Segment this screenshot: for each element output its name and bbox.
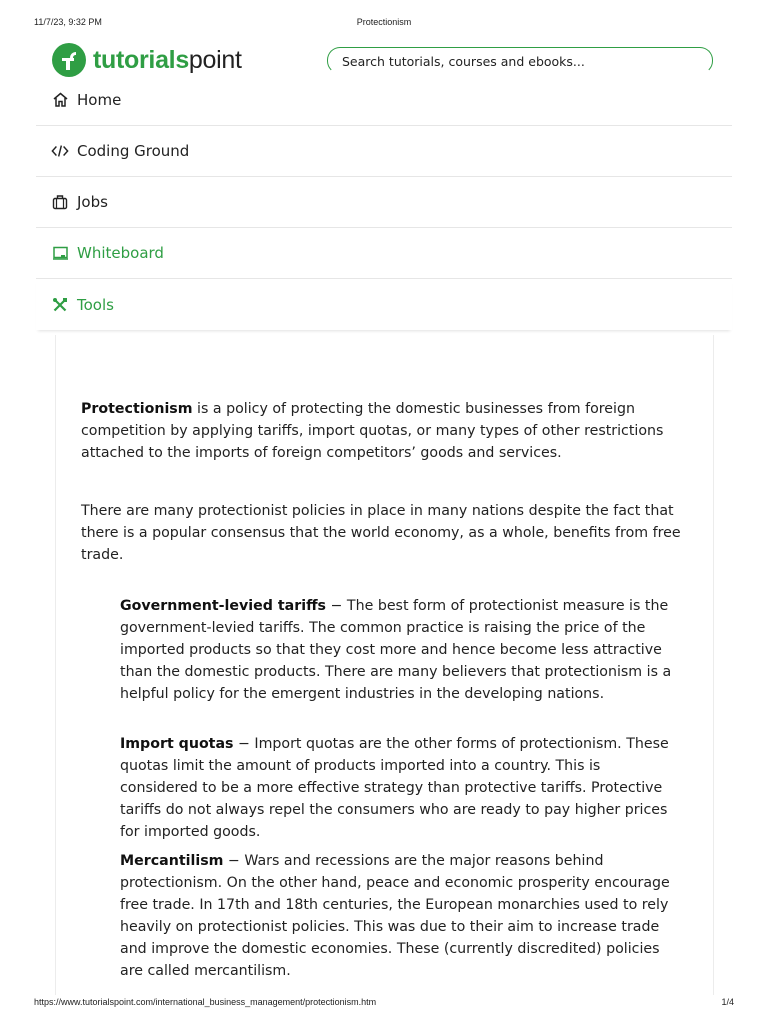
whiteboard-icon [51,244,69,262]
list-item [120,850,680,982]
brand-name-part2: point [188,45,242,74]
nav-item-whiteboard[interactable] [36,228,732,279]
nav-label-tools: Tools [77,295,114,314]
search-placeholder: Search tutorials, courses and ebooks... [342,54,585,69]
list-item-text: − Import quotas are the other forms of protectionism. These quotas limit the amount of products imported into a country. This is considered to be a more effective strategy than protective tariffs. Protective tariffs do not always repel the consumers who are ready to pay higher prices for imported goods. [120,736,669,840]
nav-item-tools[interactable] [36,279,732,330]
intro-term: Protectionism [81,401,193,417]
logo-mark-icon [52,43,86,77]
nav-label-coding-ground: Coding Ground [77,142,190,160]
list-item-text: − Wars and recessions are the major reasons behind protectionism. On the other hand, peace and economic prosperity encourage free trade. In 17th and 18th centuries, the European monarchies used to rely heavily on protectionist policies. This was due to their aim to increase trade and improve the domestic economies. These (currently discredited) policies are called mercantilism. [120,853,670,979]
nav-item-jobs[interactable] [36,177,732,228]
print-title: Protectionism [356,17,412,27]
print-page-number: 1/4 [721,997,734,1007]
list-item-term: Mercantilism [120,853,224,869]
print-datetime: 11/7/23, 9:32 PM [34,17,102,27]
search-input[interactable] [327,47,713,74]
nav-item-coding-ground[interactable] [36,126,732,177]
list-item [120,595,680,705]
list-item-term: Government-levied tariffs [120,598,327,614]
code-icon [51,142,69,160]
nav-label-whiteboard: Whiteboard [77,244,164,262]
list-item [120,733,680,843]
nav-item-home[interactable] [36,74,732,126]
intro-paragraph [81,398,681,464]
list-item-term: Import quotas [120,736,234,752]
brand-name [93,45,242,74]
intro-text: is a policy of protecting the domestic businesses from foreign competition by applying tariffs, import quotas, or many types of other restrictions attached to the imports of foreign competitors’ goods and services. [81,401,664,461]
brand-name-part1: tutorials [93,45,189,74]
briefcase-icon [51,193,69,211]
nav-label-jobs: Jobs [77,193,108,211]
list-item-text: − The best form of protectionist measure is the government-levied tariffs. The common practice is raising the price of the imported products so that they cost more and hence become less attractive than the domestic products. There are many believers that protectionism is a helpful policy for the emergent industries in the developing nations. [120,598,672,702]
home-icon [51,91,69,109]
nav-menu [36,74,732,330]
second-paragraph: There are many protectionist policies in place in many nations despite the fact that there is a popular consensus that the world economy, as a whole, benefits from free trade. [81,503,681,563]
print-url: https://www.tutorialspoint.com/international_business_management/protectionism.htm [34,997,377,1007]
nav-label-home: Home [77,90,122,109]
tools-icon [51,296,69,314]
